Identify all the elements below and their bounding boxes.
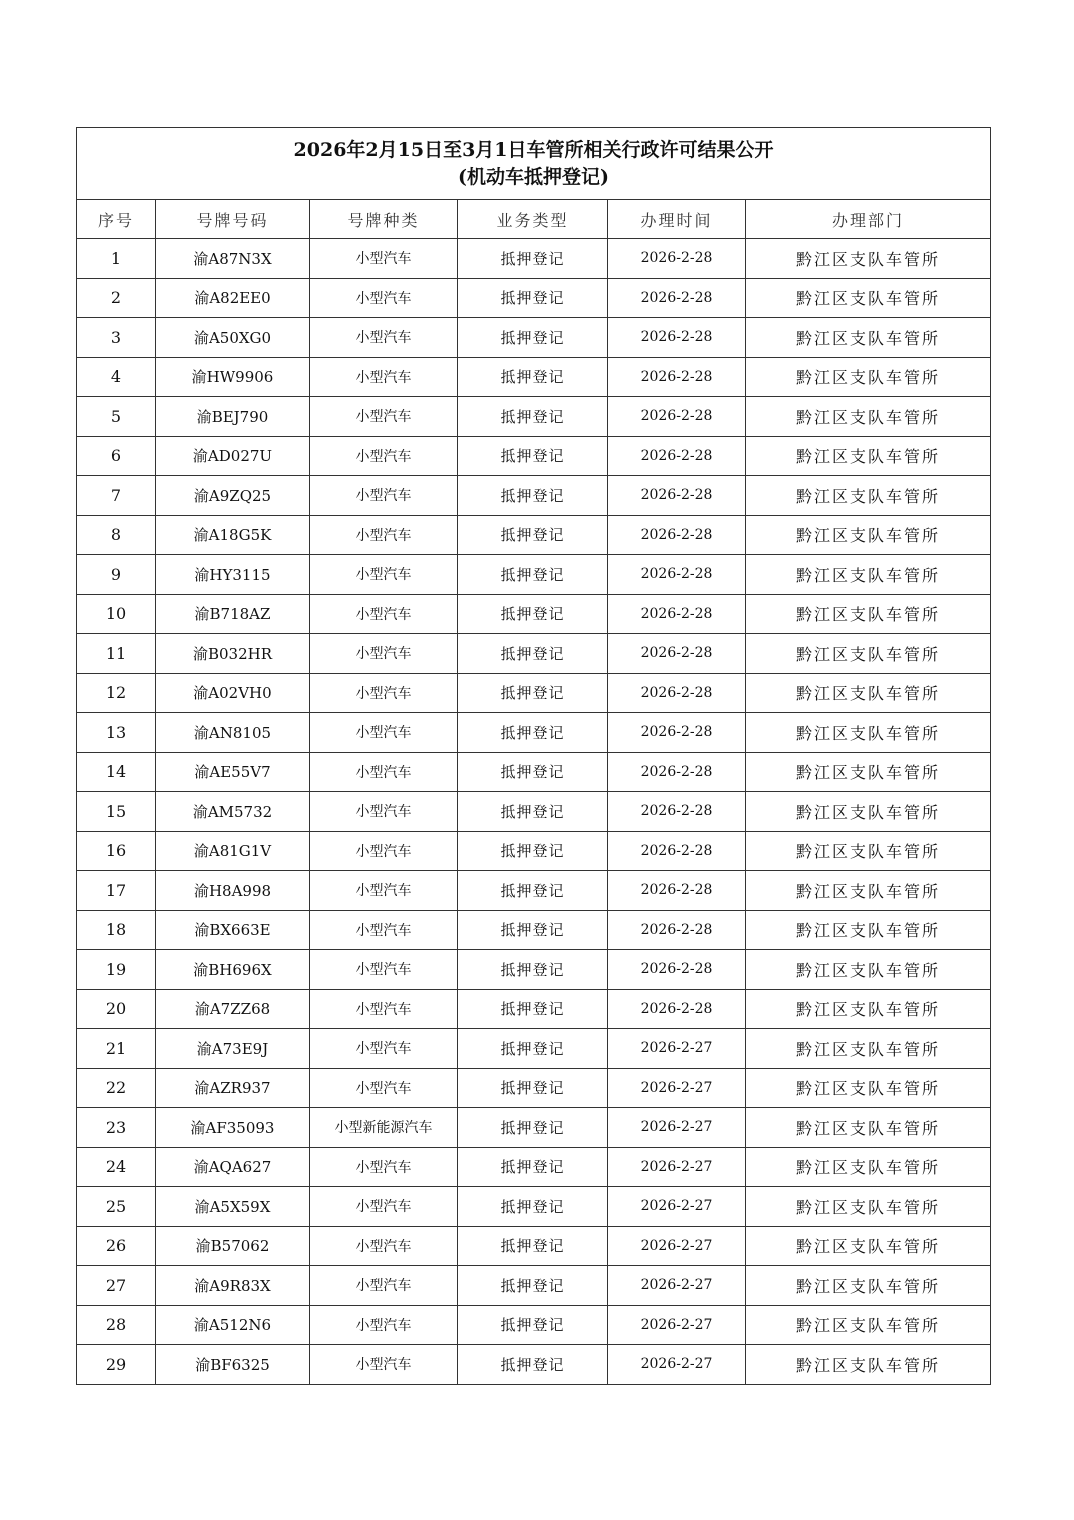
cell-plate-number: 渝BX663E — [156, 910, 310, 950]
cell-business-type: 抵押登记 — [458, 1029, 608, 1069]
title-line-1: 2026年2月15日至3月1日车管所相关行政许可结果公开 — [293, 138, 774, 161]
table-row — [77, 752, 991, 792]
cell-business-type: 抵押登记 — [458, 1108, 608, 1148]
cell-plate-number: 渝A50XG0 — [156, 318, 310, 358]
title-line-2: (机动车抵押登记) — [458, 165, 610, 188]
cell-seq: 13 — [77, 713, 156, 753]
table-row — [77, 555, 991, 595]
cell-business-type: 抵押登记 — [458, 1068, 608, 1108]
cell-department: 黔江区支队车管所 — [746, 239, 991, 279]
cell-plate-number: 渝A73E9J — [156, 1029, 310, 1069]
cell-process-date: 2026-2-28 — [608, 713, 746, 753]
cell-plate-type: 小型汽车 — [310, 792, 458, 832]
table-row — [77, 989, 991, 1029]
cell-business-type: 抵押登记 — [458, 989, 608, 1029]
cell-seq: 20 — [77, 989, 156, 1029]
cell-plate-type: 小型汽车 — [310, 1187, 458, 1227]
cell-process-date: 2026-2-28 — [608, 673, 746, 713]
cell-seq: 26 — [77, 1226, 156, 1266]
cell-plate-type: 小型汽车 — [310, 1147, 458, 1187]
table-row — [77, 1266, 991, 1306]
cell-process-date: 2026-2-27 — [608, 1305, 746, 1345]
cell-seq: 16 — [77, 831, 156, 871]
cell-plate-type: 小型汽车 — [310, 555, 458, 595]
cell-process-date: 2026-2-28 — [608, 278, 746, 318]
cell-business-type: 抵押登记 — [458, 1226, 608, 1266]
cell-business-type: 抵押登记 — [458, 713, 608, 753]
cell-business-type: 抵押登记 — [458, 910, 608, 950]
cell-plate-number: 渝A82EE0 — [156, 278, 310, 318]
cell-department: 黔江区支队车管所 — [746, 871, 991, 911]
cell-department: 黔江区支队车管所 — [746, 950, 991, 990]
cell-process-date: 2026-2-28 — [608, 989, 746, 1029]
cell-process-date: 2026-2-28 — [608, 515, 746, 555]
cell-department: 黔江区支队车管所 — [746, 1266, 991, 1306]
table-row — [77, 1147, 991, 1187]
cell-business-type: 抵押登记 — [458, 436, 608, 476]
cell-plate-number: 渝A9R83X — [156, 1266, 310, 1306]
table-row — [77, 1068, 991, 1108]
cell-seq: 12 — [77, 673, 156, 713]
cell-plate-number: 渝BF6325 — [156, 1345, 310, 1385]
cell-plate-type: 小型汽车 — [310, 239, 458, 279]
cell-plate-type: 小型汽车 — [310, 318, 458, 358]
cell-plate-number: 渝AD027U — [156, 436, 310, 476]
cell-department: 黔江区支队车管所 — [746, 752, 991, 792]
cell-process-date: 2026-2-28 — [608, 397, 746, 437]
cell-plate-number: 渝AE55V7 — [156, 752, 310, 792]
cell-business-type: 抵押登记 — [458, 594, 608, 634]
cell-seq: 2 — [77, 278, 156, 318]
header-process-date: 办理时间 — [608, 200, 746, 239]
table-row — [77, 318, 991, 358]
cell-seq: 23 — [77, 1108, 156, 1148]
table-row — [77, 436, 991, 476]
results-table — [76, 127, 991, 1385]
cell-plate-type: 小型汽车 — [310, 713, 458, 753]
cell-department: 黔江区支队车管所 — [746, 555, 991, 595]
cell-plate-number: 渝B718AZ — [156, 594, 310, 634]
cell-process-date: 2026-2-28 — [608, 318, 746, 358]
cell-plate-type: 小型汽车 — [310, 1345, 458, 1385]
cell-process-date: 2026-2-28 — [608, 555, 746, 595]
cell-plate-type: 小型汽车 — [310, 1068, 458, 1108]
cell-business-type: 抵押登记 — [458, 1305, 608, 1345]
cell-process-date: 2026-2-27 — [608, 1068, 746, 1108]
cell-seq: 11 — [77, 634, 156, 674]
table-row — [77, 515, 991, 555]
cell-seq: 25 — [77, 1187, 156, 1227]
table-row — [77, 910, 991, 950]
table-row — [77, 1108, 991, 1148]
table-title — [77, 128, 991, 200]
cell-department: 黔江区支队车管所 — [746, 515, 991, 555]
cell-business-type: 抵押登记 — [458, 950, 608, 990]
cell-plate-number: 渝A7ZZ68 — [156, 989, 310, 1029]
cell-department: 黔江区支队车管所 — [746, 1147, 991, 1187]
cell-department: 黔江区支队车管所 — [746, 397, 991, 437]
cell-department: 黔江区支队车管所 — [746, 713, 991, 753]
header-business-type: 业务类型 — [458, 200, 608, 239]
cell-department: 黔江区支队车管所 — [746, 436, 991, 476]
cell-plate-type: 小型汽车 — [310, 515, 458, 555]
table-row — [77, 476, 991, 516]
cell-department: 黔江区支队车管所 — [746, 1029, 991, 1069]
cell-process-date: 2026-2-28 — [608, 594, 746, 634]
cell-business-type: 抵押登记 — [458, 397, 608, 437]
cell-process-date: 2026-2-28 — [608, 436, 746, 476]
cell-business-type: 抵押登记 — [458, 357, 608, 397]
cell-business-type: 抵押登记 — [458, 1187, 608, 1227]
cell-seq: 9 — [77, 555, 156, 595]
cell-department: 黔江区支队车管所 — [746, 831, 991, 871]
cell-process-date: 2026-2-27 — [608, 1187, 746, 1227]
cell-department: 黔江区支队车管所 — [746, 673, 991, 713]
cell-business-type: 抵押登记 — [458, 1266, 608, 1306]
cell-plate-type: 小型汽车 — [310, 950, 458, 990]
cell-seq: 1 — [77, 239, 156, 279]
cell-business-type: 抵押登记 — [458, 673, 608, 713]
cell-seq: 5 — [77, 397, 156, 437]
cell-plate-type: 小型汽车 — [310, 476, 458, 516]
cell-business-type: 抵押登记 — [458, 634, 608, 674]
cell-department: 黔江区支队车管所 — [746, 1305, 991, 1345]
cell-plate-number: 渝B032HR — [156, 634, 310, 674]
cell-seq: 28 — [77, 1305, 156, 1345]
table-row — [77, 594, 991, 634]
table-row — [77, 1029, 991, 1069]
cell-business-type: 抵押登记 — [458, 278, 608, 318]
cell-department: 黔江区支队车管所 — [746, 357, 991, 397]
cell-department: 黔江区支队车管所 — [746, 594, 991, 634]
cell-business-type: 抵押登记 — [458, 871, 608, 911]
cell-plate-type: 小型汽车 — [310, 752, 458, 792]
table-row — [77, 871, 991, 911]
table-row — [77, 239, 991, 279]
cell-plate-type: 小型汽车 — [310, 989, 458, 1029]
cell-seq: 3 — [77, 318, 156, 358]
cell-process-date: 2026-2-28 — [608, 752, 746, 792]
cell-plate-type: 小型汽车 — [310, 831, 458, 871]
cell-process-date: 2026-2-28 — [608, 792, 746, 832]
cell-plate-type: 小型汽车 — [310, 397, 458, 437]
cell-plate-number: 渝A87N3X — [156, 239, 310, 279]
cell-plate-number: 渝A18G5K — [156, 515, 310, 555]
cell-process-date: 2026-2-28 — [608, 950, 746, 990]
cell-department: 黔江区支队车管所 — [746, 318, 991, 358]
cell-department: 黔江区支队车管所 — [746, 1226, 991, 1266]
cell-plate-type: 小型汽车 — [310, 278, 458, 318]
header-department: 办理部门 — [746, 200, 991, 239]
cell-plate-type: 小型汽车 — [310, 594, 458, 634]
cell-business-type: 抵押登记 — [458, 792, 608, 832]
cell-process-date: 2026-2-27 — [608, 1108, 746, 1148]
cell-plate-type: 小型汽车 — [310, 673, 458, 713]
cell-seq: 19 — [77, 950, 156, 990]
cell-process-date: 2026-2-28 — [608, 239, 746, 279]
cell-plate-number: 渝AZR937 — [156, 1068, 310, 1108]
cell-process-date: 2026-2-27 — [608, 1266, 746, 1306]
cell-department: 黔江区支队车管所 — [746, 989, 991, 1029]
cell-process-date: 2026-2-28 — [608, 871, 746, 911]
cell-plate-number: 渝B57062 — [156, 1226, 310, 1266]
cell-business-type: 抵押登记 — [458, 318, 608, 358]
cell-plate-type: 小型汽车 — [310, 436, 458, 476]
table-row — [77, 673, 991, 713]
cell-plate-number: 渝A512N6 — [156, 1305, 310, 1345]
cell-department: 黔江区支队车管所 — [746, 634, 991, 674]
table-row — [77, 792, 991, 832]
cell-business-type: 抵押登记 — [458, 831, 608, 871]
cell-seq: 10 — [77, 594, 156, 634]
table-body — [77, 239, 991, 1385]
cell-business-type: 抵押登记 — [458, 515, 608, 555]
table-row — [77, 1305, 991, 1345]
cell-business-type: 抵押登记 — [458, 1147, 608, 1187]
cell-department: 黔江区支队车管所 — [746, 1187, 991, 1227]
table-row — [77, 357, 991, 397]
cell-plate-type: 小型汽车 — [310, 1226, 458, 1266]
cell-process-date: 2026-2-28 — [608, 634, 746, 674]
cell-department: 黔江区支队车管所 — [746, 278, 991, 318]
cell-business-type: 抵押登记 — [458, 555, 608, 595]
cell-department: 黔江区支队车管所 — [746, 910, 991, 950]
cell-seq: 27 — [77, 1266, 156, 1306]
cell-plate-number: 渝HW9906 — [156, 357, 310, 397]
cell-business-type: 抵押登记 — [458, 239, 608, 279]
header-row — [77, 200, 991, 239]
cell-process-date: 2026-2-27 — [608, 1029, 746, 1069]
table-row — [77, 634, 991, 674]
cell-plate-type: 小型汽车 — [310, 1266, 458, 1306]
table-row — [77, 1187, 991, 1227]
cell-process-date: 2026-2-28 — [608, 910, 746, 950]
cell-business-type: 抵押登记 — [458, 476, 608, 516]
cell-department: 黔江区支队车管所 — [746, 792, 991, 832]
cell-process-date: 2026-2-28 — [608, 476, 746, 516]
cell-seq: 14 — [77, 752, 156, 792]
header-plate-type: 号牌种类 — [310, 200, 458, 239]
cell-plate-type: 小型汽车 — [310, 634, 458, 674]
cell-seq: 17 — [77, 871, 156, 911]
cell-plate-type: 小型汽车 — [310, 357, 458, 397]
cell-plate-number: 渝A5X59X — [156, 1187, 310, 1227]
cell-plate-type: 小型汽车 — [310, 910, 458, 950]
cell-seq: 7 — [77, 476, 156, 516]
cell-department: 黔江区支队车管所 — [746, 1068, 991, 1108]
cell-plate-number: 渝A9ZQ25 — [156, 476, 310, 516]
cell-plate-number: 渝AQA627 — [156, 1147, 310, 1187]
cell-plate-number: 渝A02VH0 — [156, 673, 310, 713]
cell-business-type: 抵押登记 — [458, 1345, 608, 1385]
cell-department: 黔江区支队车管所 — [746, 476, 991, 516]
table-row — [77, 831, 991, 871]
cell-seq: 6 — [77, 436, 156, 476]
table-row — [77, 713, 991, 753]
cell-seq: 22 — [77, 1068, 156, 1108]
header-plate-number: 号牌号码 — [156, 200, 310, 239]
table-row — [77, 1226, 991, 1266]
cell-plate-type: 小型汽车 — [310, 871, 458, 911]
cell-plate-number: 渝BH696X — [156, 950, 310, 990]
cell-plate-number: 渝BEJ790 — [156, 397, 310, 437]
cell-seq: 4 — [77, 357, 156, 397]
cell-seq: 29 — [77, 1345, 156, 1385]
cell-plate-number: 渝HY3115 — [156, 555, 310, 595]
cell-process-date: 2026-2-28 — [608, 831, 746, 871]
cell-department: 黔江区支队车管所 — [746, 1345, 991, 1385]
cell-plate-number: 渝AF35093 — [156, 1108, 310, 1148]
cell-seq: 24 — [77, 1147, 156, 1187]
table-row — [77, 397, 991, 437]
cell-plate-number: 渝AN8105 — [156, 713, 310, 753]
cell-plate-type: 小型汽车 — [310, 1305, 458, 1345]
cell-seq: 18 — [77, 910, 156, 950]
cell-process-date: 2026-2-27 — [608, 1226, 746, 1266]
table-row — [77, 1345, 991, 1385]
cell-plate-number: 渝H8A998 — [156, 871, 310, 911]
cell-seq: 21 — [77, 1029, 156, 1069]
cell-seq: 15 — [77, 792, 156, 832]
cell-plate-number: 渝AM5732 — [156, 792, 310, 832]
cell-plate-type: 小型汽车 — [310, 1029, 458, 1069]
table-row — [77, 278, 991, 318]
cell-seq: 8 — [77, 515, 156, 555]
cell-business-type: 抵押登记 — [458, 752, 608, 792]
table-row — [77, 950, 991, 990]
cell-process-date: 2026-2-27 — [608, 1345, 746, 1385]
cell-process-date: 2026-2-27 — [608, 1147, 746, 1187]
header-seq: 序号 — [77, 200, 156, 239]
cell-process-date: 2026-2-28 — [608, 357, 746, 397]
cell-plate-number: 渝A81G1V — [156, 831, 310, 871]
cell-department: 黔江区支队车管所 — [746, 1108, 991, 1148]
cell-plate-type: 小型新能源汽车 — [310, 1108, 458, 1148]
